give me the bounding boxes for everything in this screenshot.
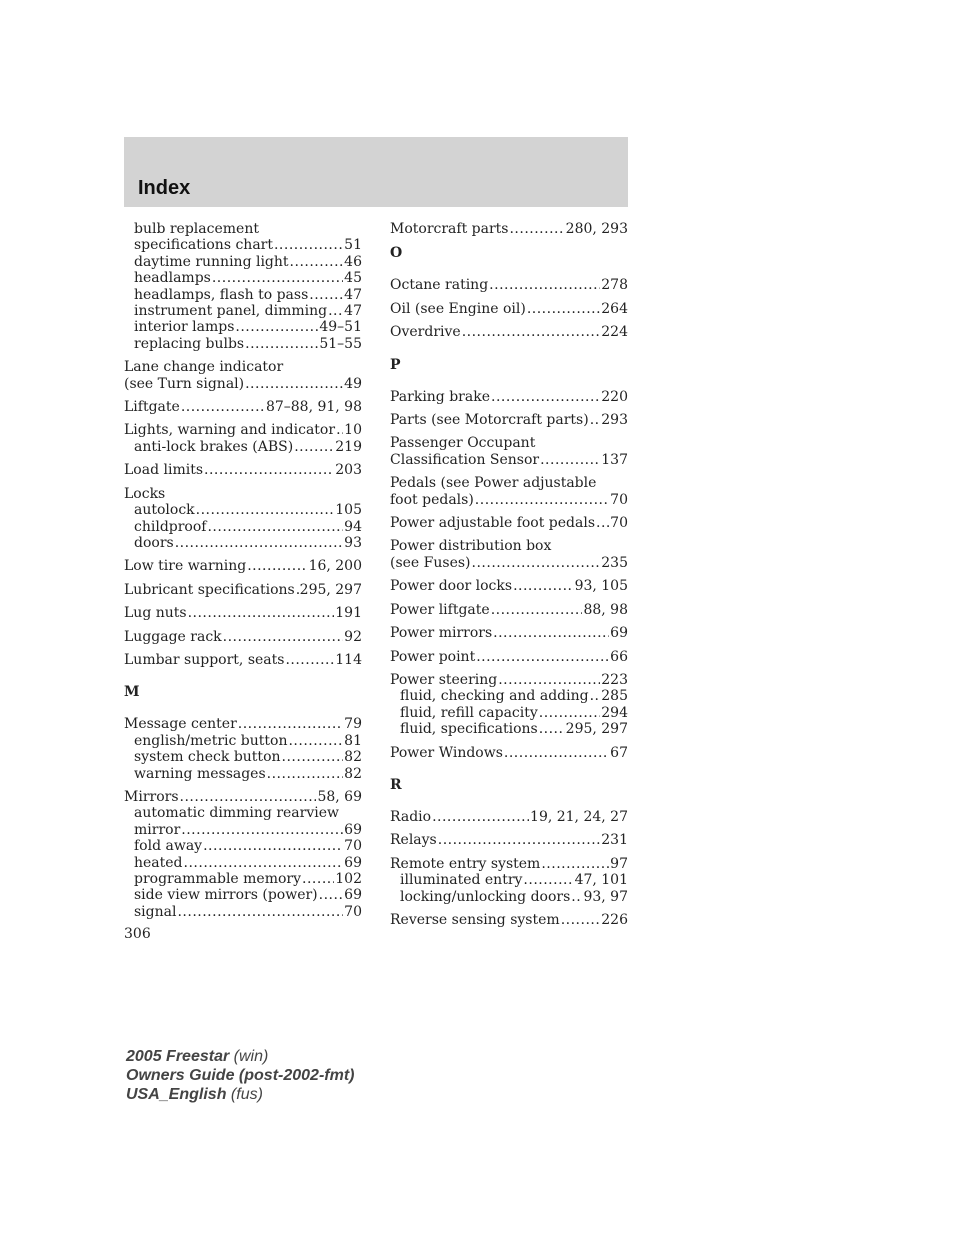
index-subentry: [124, 887, 362, 903]
dot-leader: [540, 452, 600, 468]
dot-leader: [294, 439, 334, 455]
entry-text: bulb replacement: [134, 221, 259, 237]
index-subentry: [124, 766, 362, 782]
index-entry-line: [124, 629, 362, 645]
page-reference: 49–51: [319, 319, 362, 336]
index-subentry: [124, 871, 362, 887]
page-reference: 45: [344, 270, 362, 287]
page-reference: 49: [344, 375, 362, 392]
index-entry-line: [390, 515, 628, 531]
index-entry-line: [390, 301, 628, 317]
dot-leader: [184, 855, 344, 871]
dot-leader: [491, 389, 600, 405]
dot-leader: [527, 301, 600, 317]
index-entry-line: [124, 582, 362, 598]
page-reference: 70: [344, 903, 362, 920]
dot-leader: [196, 502, 335, 518]
page-number: 306: [124, 926, 151, 942]
dot-leader: [504, 745, 609, 761]
page-reference: 70: [344, 838, 362, 855]
dot-leader: [238, 716, 343, 732]
dot-leader: [596, 515, 609, 531]
entry-text: Remote entry system: [390, 855, 541, 872]
entry-text: specifications chart: [134, 237, 273, 254]
page-reference: 67: [610, 744, 628, 761]
index-subentry: [390, 688, 628, 704]
entry-text: interior lamps: [134, 319, 235, 336]
page-reference: 87–88, 91, 98: [265, 399, 362, 416]
index-subentry: [390, 872, 628, 888]
entry-text: Lubricant specifications: [124, 581, 295, 598]
index-entry: [390, 515, 628, 531]
index-entry-line: [124, 462, 362, 478]
page-reference: 46: [344, 253, 362, 270]
entry-text: Power liftgate: [390, 601, 490, 618]
index-entry-line: [124, 558, 362, 574]
index-entry-line: [390, 277, 628, 293]
page-reference: 219: [335, 438, 362, 455]
dot-leader: [498, 672, 600, 688]
page-reference: 97: [610, 855, 628, 872]
dot-leader: [328, 303, 343, 319]
index-entry-line: [390, 602, 628, 618]
dot-leader: [181, 399, 265, 415]
entry-text: Reverse sensing system: [390, 911, 560, 928]
index-entry-line: [390, 475, 628, 491]
index-subentry: [124, 270, 362, 286]
entry-text: Passenger Occupant: [390, 435, 536, 452]
entry-text: Motorcraft parts: [390, 221, 509, 237]
index-entry: [124, 789, 362, 920]
section-letter: M: [124, 684, 140, 701]
entry-text: foot pedals): [390, 491, 474, 508]
index-entry-line: [390, 412, 628, 428]
index-entry: [390, 435, 628, 468]
index-entry: [124, 486, 362, 552]
dot-leader: [207, 519, 343, 535]
index-entry-line: [124, 605, 362, 621]
dot-leader: [290, 254, 344, 270]
page-reference: 69: [610, 625, 628, 642]
index-column-left: [124, 221, 362, 927]
index-entry-line: [390, 492, 628, 508]
index-entry-line: [390, 555, 628, 571]
page-reference: 69: [344, 854, 362, 871]
page-reference: 114: [335, 651, 362, 668]
page-reference: 191: [335, 605, 362, 622]
entry-text: mirror: [134, 821, 181, 838]
dot-leader: [523, 872, 573, 888]
dot-leader: [247, 558, 307, 574]
entry-text: Octane rating: [390, 277, 489, 294]
entry-text: childproof: [134, 518, 207, 535]
dot-leader: [493, 625, 609, 641]
dot-leader: [302, 871, 334, 887]
entry-text: fluid, refill capacity: [400, 704, 538, 721]
index-entry: [390, 324, 628, 340]
dot-leader: [571, 889, 582, 905]
dot-leader: [539, 721, 565, 737]
entry-text: anti-lock brakes (ABS): [134, 438, 294, 455]
page-reference: 82: [344, 749, 362, 766]
entry-text: Message center: [124, 716, 237, 733]
entry-text: autolock: [134, 502, 195, 519]
index-entry: [390, 221, 628, 237]
entry-text: english/metric button: [134, 732, 288, 749]
section-letter: P: [390, 356, 401, 373]
index-entry: [124, 462, 362, 478]
index-entry: [390, 649, 628, 665]
index-entry-line: [124, 376, 362, 392]
index-entry-line: [124, 716, 362, 732]
index-subentry: [124, 535, 362, 551]
index-entry-line: [390, 221, 628, 237]
entry-text: Load limits: [124, 462, 204, 479]
page-reference: 58, 69: [317, 788, 362, 805]
dot-leader: [235, 319, 318, 335]
index-entry-line: [390, 435, 628, 451]
dot-leader: [288, 733, 343, 749]
page-reference: 82: [344, 765, 362, 782]
dot-leader: [319, 887, 344, 903]
entry-text: Liftgate: [124, 399, 180, 416]
page-reference: 295, 297: [565, 721, 628, 738]
index-entry: [124, 652, 362, 668]
page-reference: 69: [344, 887, 362, 904]
dot-leader: [336, 422, 343, 438]
entry-text: Locks: [124, 485, 166, 502]
entry-text: daytime running light: [134, 253, 289, 270]
dot-leader: [212, 270, 343, 286]
index-entry: [390, 301, 628, 317]
index-entry: [124, 605, 362, 621]
page-reference: 293: [601, 412, 628, 429]
entry-text: Lumbar support, seats: [124, 651, 285, 668]
index-entry-line: [124, 399, 362, 415]
page-reference: 285: [601, 688, 628, 705]
entry-text: replacing bulbs: [134, 335, 245, 352]
entry-text: system check button: [134, 749, 281, 766]
page-reference: 47, 101: [574, 872, 628, 889]
entry-text: fold away: [134, 838, 203, 855]
index-entry: [124, 582, 362, 598]
index-subentry: [124, 303, 362, 319]
page-reference: 231: [601, 832, 628, 849]
index-entry: [390, 912, 628, 928]
entry-text: Mirrors: [124, 788, 179, 805]
page-title: Index: [138, 177, 191, 199]
index-subentry: [124, 502, 362, 518]
index-entry: [390, 672, 628, 738]
index-subentry: [124, 822, 362, 838]
index-entry: [390, 538, 628, 571]
dot-leader: [245, 336, 318, 352]
dot-leader: [475, 492, 609, 508]
dot-leader: [432, 809, 529, 825]
dot-leader: [203, 838, 343, 854]
index-entry: [390, 856, 628, 905]
entry-text: Luggage rack: [124, 628, 222, 645]
index-entry-line: [124, 652, 362, 668]
page-reference: 235: [601, 554, 628, 571]
index-entry-line: [390, 389, 628, 405]
entry-text: Power point: [390, 648, 476, 665]
entry-text: Power distribution box: [390, 538, 552, 555]
index-entry: [390, 809, 628, 825]
dot-leader: [541, 856, 609, 872]
index-subentry: [124, 749, 362, 765]
index-entry: [124, 221, 362, 352]
index-entry: [390, 389, 628, 405]
index-subentry: [390, 721, 628, 737]
entry-text: side view mirrors (power): [134, 887, 318, 904]
page-reference: 70: [610, 515, 628, 532]
entry-text: Lane change indicator: [124, 359, 284, 376]
dot-leader: [539, 705, 601, 721]
index-entry-line: [390, 649, 628, 665]
page-reference: 105: [335, 502, 362, 519]
dot-leader: [561, 912, 601, 928]
index-subentry: [390, 889, 628, 905]
index-subentry: [124, 221, 362, 237]
page-reference: 220: [601, 388, 628, 405]
dot-leader: [181, 822, 343, 838]
index-entry: [124, 422, 362, 455]
page-reference: 79: [344, 716, 362, 733]
dot-leader: [513, 578, 573, 594]
entry-text: (see Turn signal): [124, 375, 245, 392]
page-reference: 102: [335, 871, 362, 887]
index-entry: [390, 277, 628, 293]
entry-text: doors: [134, 534, 174, 551]
dot-leader: [188, 605, 335, 621]
index-entry-line: [390, 912, 628, 928]
index-entry-line: [124, 422, 362, 438]
page-reference: 70: [610, 491, 628, 508]
footer-line-3: USA_English (fus): [126, 1086, 263, 1103]
index-subentry: [124, 838, 362, 854]
index-entry-line: [390, 452, 628, 468]
page-reference: 81: [344, 732, 362, 749]
index-entry-line: [390, 672, 628, 688]
dot-leader: [590, 412, 601, 428]
entry-text: headlamps, flash to pass: [134, 286, 309, 303]
entry-text: signal: [134, 903, 177, 920]
page-reference: 224: [601, 324, 628, 341]
page-reference: 294: [601, 704, 628, 721]
index-entry-line: [124, 486, 362, 502]
index-subentry: [390, 705, 628, 721]
page-reference: 66: [610, 648, 628, 665]
index-entry: [124, 629, 362, 645]
entry-text: Classification Sensor: [390, 451, 540, 468]
page-reference: 137: [601, 451, 628, 468]
page-reference: 264: [601, 300, 628, 317]
page-reference: 203: [335, 462, 362, 479]
index-subentry: [124, 733, 362, 749]
entry-text: Power mirrors: [390, 625, 493, 642]
dot-leader: [296, 582, 299, 598]
index-entry-line: [390, 745, 628, 761]
page-reference: 51–55: [319, 335, 362, 352]
index-subentry: [124, 855, 362, 871]
dot-leader: [309, 287, 343, 303]
dot-leader: [472, 555, 601, 571]
index-subentry: [124, 254, 362, 270]
index-entry: [124, 359, 362, 392]
index-entry-line: [124, 789, 362, 805]
index-entry: [390, 578, 628, 594]
index-entry-line: [390, 809, 628, 825]
entry-text: illuminated entry: [400, 872, 523, 889]
page-reference: 47: [344, 286, 362, 303]
page-reference: 10: [344, 422, 362, 439]
entry-text: warning messages: [134, 765, 266, 782]
entry-text: automatic dimming rearview: [134, 805, 340, 822]
page-reference: 226: [601, 911, 628, 928]
page-reference: 278: [601, 277, 628, 294]
index-header-bar: [124, 137, 628, 207]
dot-leader: [476, 649, 609, 665]
dot-leader: [438, 832, 601, 848]
dot-leader: [267, 766, 344, 782]
index-entry: [124, 716, 362, 782]
index-entry: [390, 475, 628, 508]
page-reference: 295, 297: [299, 581, 362, 598]
dot-leader: [590, 688, 601, 704]
index-subentry: [124, 805, 362, 821]
page-reference: 69: [344, 821, 362, 838]
index-subentry: [124, 439, 362, 455]
dot-leader: [462, 324, 601, 340]
dot-leader: [282, 749, 344, 765]
index-entry: [390, 412, 628, 428]
page-reference: 19, 21, 24, 27: [530, 808, 628, 825]
entry-text: Parking brake: [390, 388, 490, 405]
index-column-right: [390, 221, 628, 935]
document-footer: [126, 1047, 354, 1104]
entry-text: fluid, specifications: [400, 721, 538, 738]
index-entry-line: [390, 625, 628, 641]
dot-leader: [489, 277, 600, 293]
dot-leader: [274, 237, 343, 253]
page-reference: 93, 105: [574, 578, 628, 595]
entry-text: Power door locks: [390, 578, 513, 595]
page-reference: 88, 98: [583, 601, 628, 618]
dot-leader: [177, 904, 343, 920]
entry-text: (see Fuses): [390, 554, 471, 571]
page-reference: 16, 200: [308, 558, 362, 575]
dot-leader: [175, 535, 343, 551]
index-entry: [390, 745, 628, 761]
entry-text: Low tire warning: [124, 558, 247, 575]
page-reference: 51: [344, 237, 362, 254]
entry-text: programmable memory: [134, 871, 302, 887]
page-reference: 92: [344, 628, 362, 645]
index-entry-line: [124, 359, 362, 375]
entry-text: fluid, checking and adding: [400, 688, 589, 705]
dot-leader: [509, 221, 564, 237]
index-entry-line: [390, 578, 628, 594]
index-subentry: [124, 319, 362, 335]
dot-leader: [204, 462, 334, 478]
page-reference: 93: [344, 534, 362, 551]
dot-leader: [285, 652, 334, 668]
entry-text: Power Windows: [390, 744, 503, 761]
entry-text: headlamps: [134, 270, 211, 287]
index-entry: [390, 832, 628, 848]
index-subentry: [124, 237, 362, 253]
page-reference: 280, 293: [565, 221, 628, 237]
entry-text: Overdrive: [390, 324, 461, 341]
dot-leader: [491, 602, 583, 618]
entry-text: instrument panel, dimming: [134, 303, 328, 320]
index-subentry: [124, 336, 362, 352]
section-letter: O: [390, 245, 403, 262]
index-entry: [124, 399, 362, 415]
entry-text: Radio: [390, 808, 432, 825]
entry-text: Oil (see Engine oil): [390, 300, 526, 317]
entry-text: Power adjustable foot pedals: [390, 515, 596, 532]
footer-line-2: Owners Guide (post-2002-fmt): [126, 1067, 355, 1084]
index-entry: [124, 558, 362, 574]
page-reference: 94: [344, 518, 362, 535]
entry-text: Power steering: [390, 671, 498, 688]
entry-text: Relays: [390, 832, 437, 849]
index-entry-line: [390, 832, 628, 848]
index-entry-line: [390, 324, 628, 340]
page-reference: 47: [344, 303, 362, 320]
entry-text: Lug nuts: [124, 605, 187, 622]
entry-text: Pedals (see Power adjustable: [390, 475, 597, 492]
entry-text: Lights, warning and indicator: [124, 422, 336, 439]
index-entry-line: [390, 538, 628, 554]
index-entry-line: [390, 856, 628, 872]
index-entry: [390, 602, 628, 618]
index-subentry: [124, 904, 362, 920]
dot-leader: [180, 789, 317, 805]
dot-leader: [223, 629, 344, 645]
footer-line-1: 2005 Freestar (win): [126, 1048, 269, 1065]
index-subentry: [124, 287, 362, 303]
entry-text: locking/unlocking doors: [400, 888, 571, 905]
index-entry: [390, 625, 628, 641]
section-letter: R: [390, 776, 402, 793]
entry-text: Parts (see Motorcraft parts): [390, 412, 589, 429]
entry-text: heated: [134, 854, 183, 871]
page-reference: 223: [601, 671, 628, 688]
dot-leader: [245, 376, 343, 392]
index-subentry: [124, 519, 362, 535]
page-reference: 93, 97: [583, 888, 628, 905]
